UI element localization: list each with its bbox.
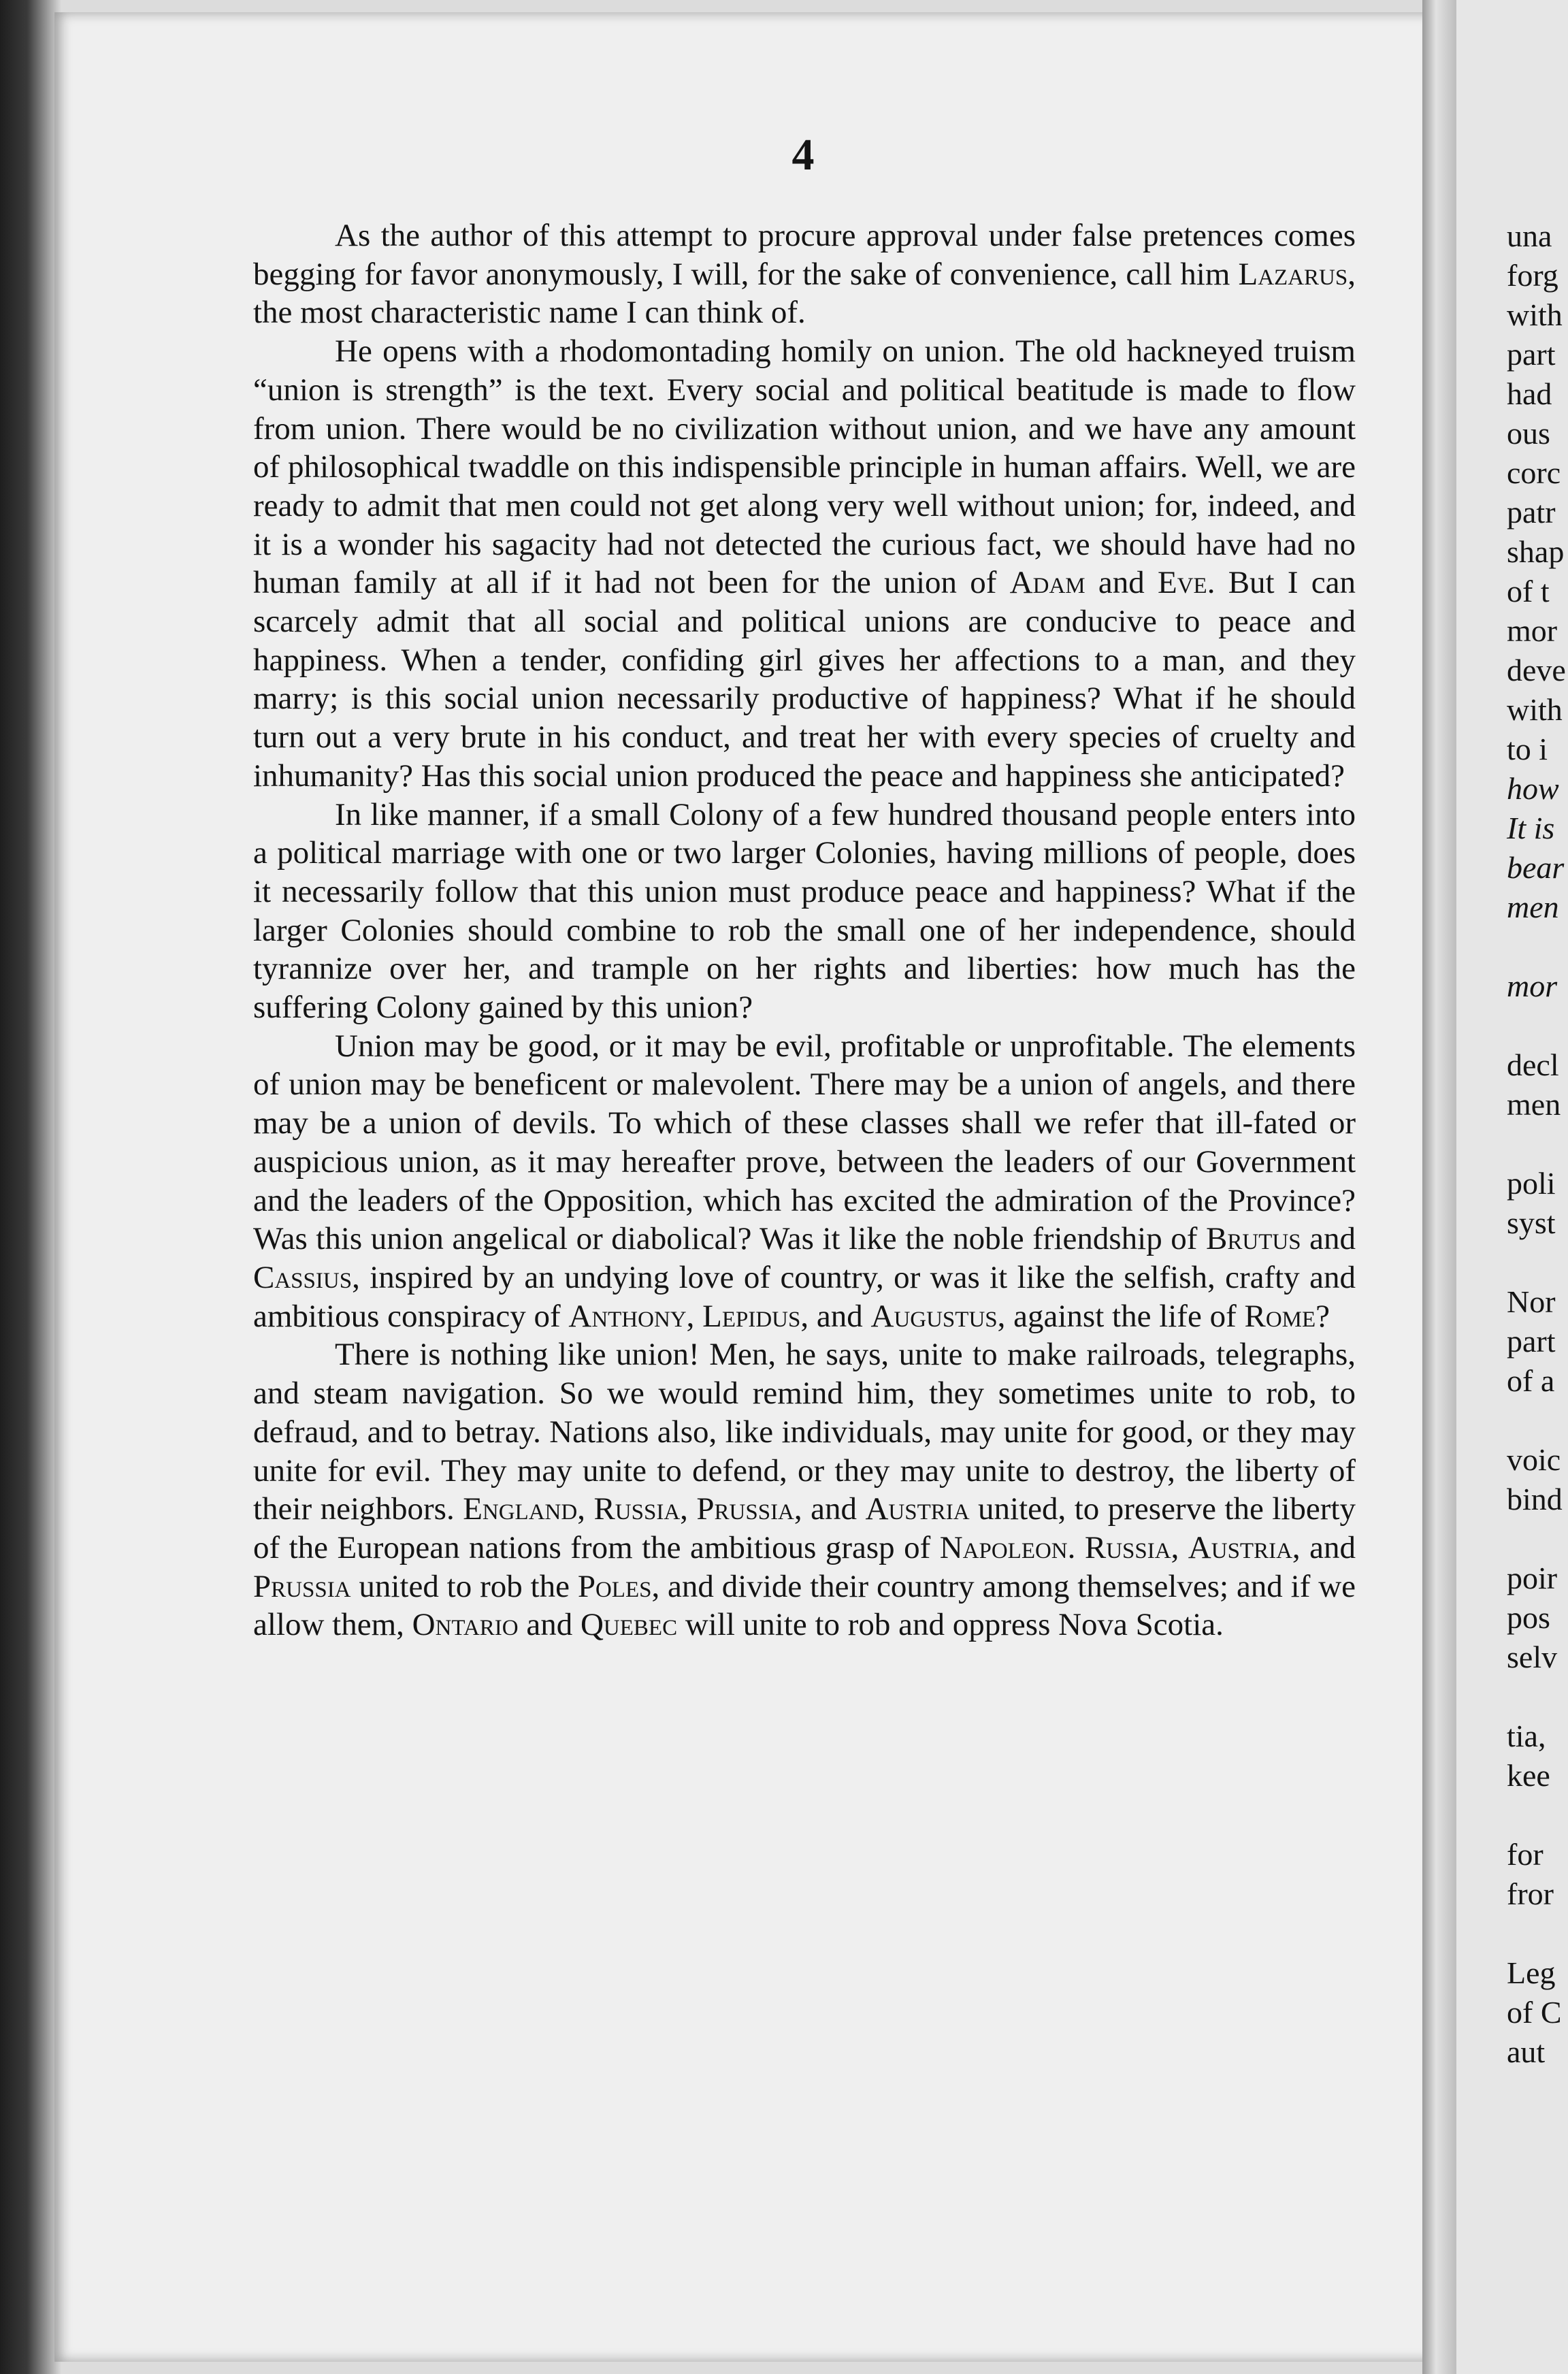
fragment-line: ous xyxy=(1507,416,1550,451)
proper-name: Poles xyxy=(577,1568,652,1604)
proper-name: Ontario xyxy=(412,1607,519,1643)
fragment-line: deve xyxy=(1507,653,1566,687)
proper-name: Russia xyxy=(593,1491,681,1527)
text-run: , and divide their country among themselves; and if we allow them, xyxy=(253,1568,1356,1643)
text-run: Union may be good, or it may be evil, profitable or unprofitable. The elements of union may be beneficent or malevolent. There may be a union of angels, and there may be a union of devils. To which of these classes shall we refer that ill-fated or auspicious union, as it may hereafter prove, between the leaders of our Government and the leaders of the Opposition, which has excited the admiration of the Province? Was this union angelical or diabolical? Was it like the noble friendship of xyxy=(253,1028,1356,1257)
fragment-line: of a xyxy=(1507,1363,1555,1398)
fragment-line: bear xyxy=(1507,850,1565,885)
fragment-line: It is xyxy=(1507,811,1555,845)
fragment-line: patr xyxy=(1507,495,1556,530)
text-run: . But I can scarcely admit that all social and political unions are conducive to peace and happiness. When a tender, confiding girl gives her affections to a man, and they marry; is this social union necessarily productive of happiness? What if he should turn out a very brute in his conduct, and treat her with every species of cruelty and inhumanity? Has this social union produced the peace and happiness she anticipated? xyxy=(253,565,1356,794)
proper-name: Rome xyxy=(1244,1298,1316,1334)
fragment-line: decl xyxy=(1507,1047,1559,1082)
proper-name: Brutus xyxy=(1206,1221,1301,1257)
proper-name: Austria xyxy=(1188,1529,1292,1565)
proper-name: Lazarus xyxy=(1238,256,1348,292)
fragment-line: Nor xyxy=(1507,1284,1556,1319)
fragment-line: kee xyxy=(1507,1758,1550,1793)
fragment-line: poir xyxy=(1507,1561,1558,1595)
text-run: , inspired by an undying love of country, or was it like the selfish, crafty and ambitious conspiracy of xyxy=(253,1259,1356,1334)
fragment-line xyxy=(1507,1677,1568,1717)
fragment-line: of t xyxy=(1507,574,1550,608)
text-run: . xyxy=(1067,1529,1085,1565)
text-run: , xyxy=(680,1491,697,1527)
fragment-line: fror xyxy=(1507,1876,1554,1911)
text-run: There is nothing like union! Men, he says, unite to make railroads, telegraphs, and steam navigation. So we would remind him, they sometimes unite to rob, to defraud, and to betray. Nations also, like individuals, may unite for good, or they may unite for evil. They may unite to defend, or they may unite to destroy, the liberty of their neighbors. xyxy=(253,1337,1356,1527)
text-run: and xyxy=(518,1607,581,1643)
fragment-line: voic xyxy=(1507,1442,1561,1477)
fragment-line: with xyxy=(1507,692,1563,727)
paragraph xyxy=(253,332,1356,795)
text-run: united to rob the xyxy=(350,1568,578,1604)
proper-name: Cassius xyxy=(253,1259,353,1295)
fragment-line: mor xyxy=(1507,613,1558,648)
fragment-line: corc xyxy=(1507,455,1561,490)
fragment-line: syst xyxy=(1507,1205,1556,1240)
gutter-fold xyxy=(1422,0,1456,2374)
text-run: , xyxy=(1171,1529,1188,1565)
fragment-line xyxy=(1507,1914,1568,1953)
paragraph xyxy=(253,1335,1356,1644)
text-run: As the author of this attempt to procure approval under false pretences comes begging for favor anonymously, I will, for the sake of convenience, call him xyxy=(253,218,1356,292)
fragment-line: tia, xyxy=(1507,1719,1546,1753)
fragment-line: Leg xyxy=(1507,1955,1556,1990)
text-run: , xyxy=(686,1298,703,1334)
proper-name: Russia xyxy=(1084,1529,1171,1565)
text-run: , xyxy=(577,1491,594,1527)
fragment-line: poli xyxy=(1507,1166,1556,1201)
fragment-line: how xyxy=(1507,771,1559,806)
text-run: , and xyxy=(1292,1529,1356,1565)
proper-name: Anthony xyxy=(568,1298,687,1334)
fragment-line: mor xyxy=(1507,969,1558,1003)
text-run: and xyxy=(1301,1221,1356,1257)
adjacent-page-text-fragments xyxy=(1507,216,1568,2072)
text-run: will unite to rob and oppress Nova Scotia. xyxy=(677,1607,1224,1643)
proper-name: Eve xyxy=(1158,565,1207,601)
text-run: In like manner, if a small Colony of a few hundred thousand people enters into a political marriage with one or two larger Colonies, having millions of people, does it necessarily follow that this union must produce peace and happiness? What if the larger Colonies should combine to rob the small one of her independence, should tyrannize over her, and trample on her rights and liberties: how much has the suffering Colony gained by this union? xyxy=(253,796,1356,1026)
text-run: , the most characteristic name I can think of. xyxy=(253,256,1356,331)
fragment-line: to i xyxy=(1507,732,1548,766)
fragment-line: pos xyxy=(1507,1600,1550,1635)
fragment-line xyxy=(1507,1795,1568,1835)
text-run: and xyxy=(1085,565,1158,601)
fragment-line: forg xyxy=(1507,258,1558,293)
fragment-line: for xyxy=(1507,1837,1544,1872)
proper-name: Adam xyxy=(1009,565,1085,601)
proper-name: Napoleon xyxy=(939,1529,1068,1565)
fragment-line: part xyxy=(1507,1324,1556,1359)
proper-name: England xyxy=(463,1491,578,1527)
fragment-line xyxy=(1507,1124,1568,1164)
paragraph xyxy=(253,796,1356,1027)
paragraph xyxy=(253,216,1356,332)
proper-name: Prussia xyxy=(253,1568,351,1604)
fragment-line xyxy=(1507,1006,1568,1045)
paragraph xyxy=(253,1027,1356,1336)
text-run: , against the life of xyxy=(997,1298,1245,1334)
proper-name: Augustus xyxy=(870,1298,998,1334)
fragment-line: bind xyxy=(1507,1482,1563,1516)
fragment-line: men xyxy=(1507,890,1559,924)
page-body-text xyxy=(253,216,1356,1644)
fragment-line xyxy=(1507,1519,1568,1559)
text-run: , and xyxy=(794,1491,866,1527)
fragment-line: aut xyxy=(1507,2034,1546,2069)
fragment-line xyxy=(1507,1401,1568,1440)
fragment-line xyxy=(1507,927,1568,966)
page-number: 4 xyxy=(791,130,815,180)
proper-name: Lepidus xyxy=(702,1298,801,1334)
fragment-line: men xyxy=(1507,1087,1561,1122)
proper-name: Quebec xyxy=(580,1607,678,1643)
text-run: He opens with a rhodomontading homily on union. The old hackneyed truism “union is strength” is the text. Every social and political beatitude is made to flow from union. There would be no civilization without union, and we have any amount of philosophical twaddle on this indispensible principle in human affairs. Well, we are ready to admit that men could not get along very well without union; for, indeed, and it is a wonder his sagacity had not detected the curious fact, we should have had no human family at all if it had not been for the union of xyxy=(253,334,1356,601)
text-run: united, to preserve the liberty of the European nations from the ambitious grasp of xyxy=(253,1491,1356,1565)
fragment-line: una xyxy=(1507,218,1552,253)
text-run: ? xyxy=(1316,1298,1330,1334)
proper-name: Austria xyxy=(865,1491,970,1527)
fragment-line: shap xyxy=(1507,534,1565,569)
fragment-line xyxy=(1507,1243,1568,1282)
fragment-line: had xyxy=(1507,376,1552,411)
fragment-line: of C xyxy=(1507,1995,1562,2030)
fragment-line: selv xyxy=(1507,1640,1558,1674)
fragment-line: with xyxy=(1507,297,1563,332)
text-run: , and xyxy=(800,1298,871,1334)
fragment-line: part xyxy=(1507,337,1556,372)
proper-name: Prussia xyxy=(696,1491,794,1527)
